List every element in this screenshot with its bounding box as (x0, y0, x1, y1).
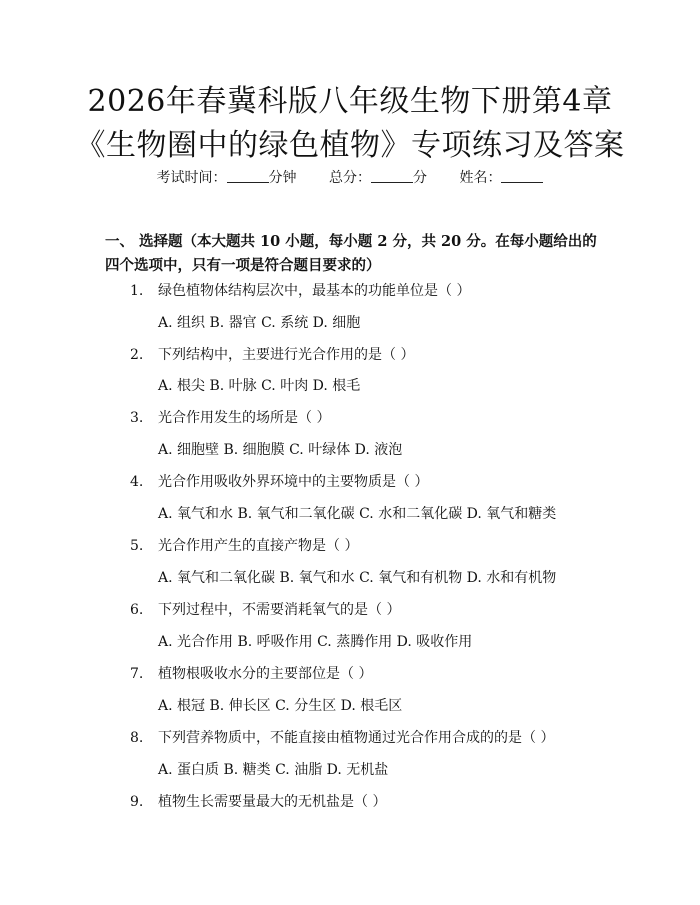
question-text: 植物生长需要量最大的无机盐是（ ） (158, 794, 387, 810)
question-text: 下列营养物质中，不能直接由植物通过光合作用合成的的是（ ） (158, 730, 555, 746)
question-2 (130, 345, 414, 365)
question-text: 植物根吸收水分的主要部位是（ ） (158, 666, 373, 682)
question-2-options: A. 根尖 B. 叶脉 C. 叶肉 D. 根毛 (158, 378, 361, 394)
exam-time-blank (227, 168, 269, 183)
question-1-options: A. 组织 B. 器官 C. 系统 D. 细胞 (158, 315, 361, 331)
exam-time-unit: 分钟 (268, 170, 297, 186)
question-3-options: A. 细胞壁 B. 细胞膜 C. 叶绿体 D. 液泡 (158, 442, 403, 458)
section-heading-text: 选择题（本大题共 10 小题，每小题 2 分，共 20 分。在每小题给出的四个选项中，只有一项是符合题目要求的） (105, 233, 597, 274)
question-3 (130, 408, 330, 428)
question-text: 绿色植物体结构层次中，最基本的功能单位是（ ） (158, 283, 471, 299)
exam-time-field (157, 168, 297, 188)
question-4-options: A. 氧气和水 B. 氧气和二氧化碳 C. 水和二氧化碳 D. 氧气和糖类 (158, 506, 557, 522)
question-1 (130, 281, 470, 301)
section-number: 一、 (105, 233, 134, 250)
question-text: 下列结构中，主要进行光合作用的是（ ） (158, 347, 415, 363)
question-4 (130, 472, 428, 492)
total-score-label: 总分： (329, 170, 371, 186)
question-text: 光合作用产生的直接产物是（ ） (158, 538, 359, 554)
question-number: 7. (130, 666, 144, 682)
question-number: 4. (130, 474, 144, 490)
question-number: 3. (130, 410, 144, 426)
question-8 (130, 728, 554, 748)
exam-info-line (0, 168, 700, 188)
student-name-field (459, 168, 543, 188)
question-9 (130, 792, 386, 812)
question-6-options: A. 光合作用 B. 呼吸作用 C. 蒸腾作用 D. 吸收作用 (158, 634, 473, 650)
exam-time-label: 考试时间： (156, 170, 227, 186)
question-5-options: A. 氧气和二氧化碳 B. 氧气和水 C. 氧气和有机物 D. 水和有机物 (158, 570, 557, 586)
question-7 (130, 664, 372, 684)
document-title: 2026年春冀科版八年级生物下册第4章《生物圈中的绿色植物》专项练习及答案 (75, 84, 625, 163)
question-number: 6. (130, 602, 144, 618)
question-8-options: A. 蛋白质 B. 糖类 C. 油脂 D. 无机盐 (158, 762, 389, 778)
question-number: 1. (130, 283, 144, 299)
student-name-label: 姓名： (459, 170, 502, 186)
question-5 (130, 536, 358, 556)
question-number: 8. (130, 730, 144, 746)
question-7-options: A. 根冠 B. 伸长区 C. 分生区 D. 根毛区 (158, 698, 403, 714)
question-number: 2. (130, 347, 144, 363)
question-number: 9. (130, 794, 144, 810)
total-score-unit: 分 (413, 170, 427, 186)
total-score-field (329, 168, 427, 188)
total-score-blank (371, 168, 413, 183)
question-text: 光合作用发生的场所是（ ） (158, 410, 331, 426)
question-text: 光合作用吸收外界环境中的主要物质是（ ） (158, 474, 429, 490)
question-text: 下列过程中，不需要消耗氧气的是（ ） (158, 602, 401, 618)
question-number: 5. (130, 538, 144, 554)
student-name-blank (501, 168, 543, 183)
section-heading (105, 230, 605, 278)
question-6 (130, 600, 400, 620)
